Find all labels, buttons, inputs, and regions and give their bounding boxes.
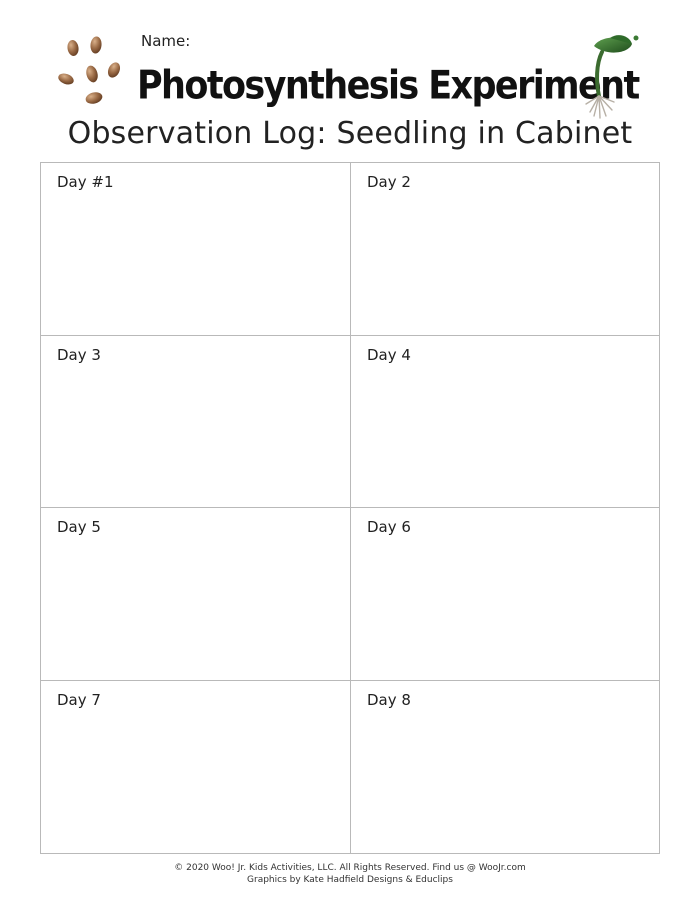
log-cell-label: Day 6 [367, 518, 411, 536]
log-cell-label: Day #1 [57, 173, 114, 191]
log-cell[interactable] [351, 508, 660, 681]
name-label: Name: [141, 32, 191, 50]
log-cell[interactable] [41, 336, 351, 509]
footer-copyright: © 2020 Woo! Jr. Kids Activities, LLC. All Rights Reserved. Find us @ WooJr.com [174, 863, 526, 873]
footer-credits [0, 862, 700, 886]
log-cell-label: Day 5 [57, 518, 101, 536]
log-cell[interactable] [41, 508, 351, 681]
log-cell-label: Day 4 [367, 345, 411, 364]
observation-log-grid [40, 162, 660, 854]
log-cell[interactable] [351, 336, 660, 509]
worksheet-title: Photosynthesis Experiment [137, 64, 639, 109]
log-cell-label: Day 8 [367, 690, 411, 709]
log-cell-label: Day 7 [57, 690, 101, 709]
log-cell[interactable] [351, 681, 660, 854]
log-cell-label: Day 3 [57, 345, 101, 364]
log-cell[interactable] [41, 681, 351, 854]
log-cell[interactable] [41, 163, 351, 336]
footer-graphics-credit: Graphics by Kate Hadfield Designs & Educlips [247, 875, 453, 885]
log-cell-label: Day 2 [367, 173, 411, 191]
log-cell[interactable] [351, 163, 660, 336]
worksheet-subtitle: Observation Log: Seedling in Cabinet [67, 116, 633, 151]
seeds-icon [56, 32, 126, 112]
seedling-icon [580, 34, 642, 120]
